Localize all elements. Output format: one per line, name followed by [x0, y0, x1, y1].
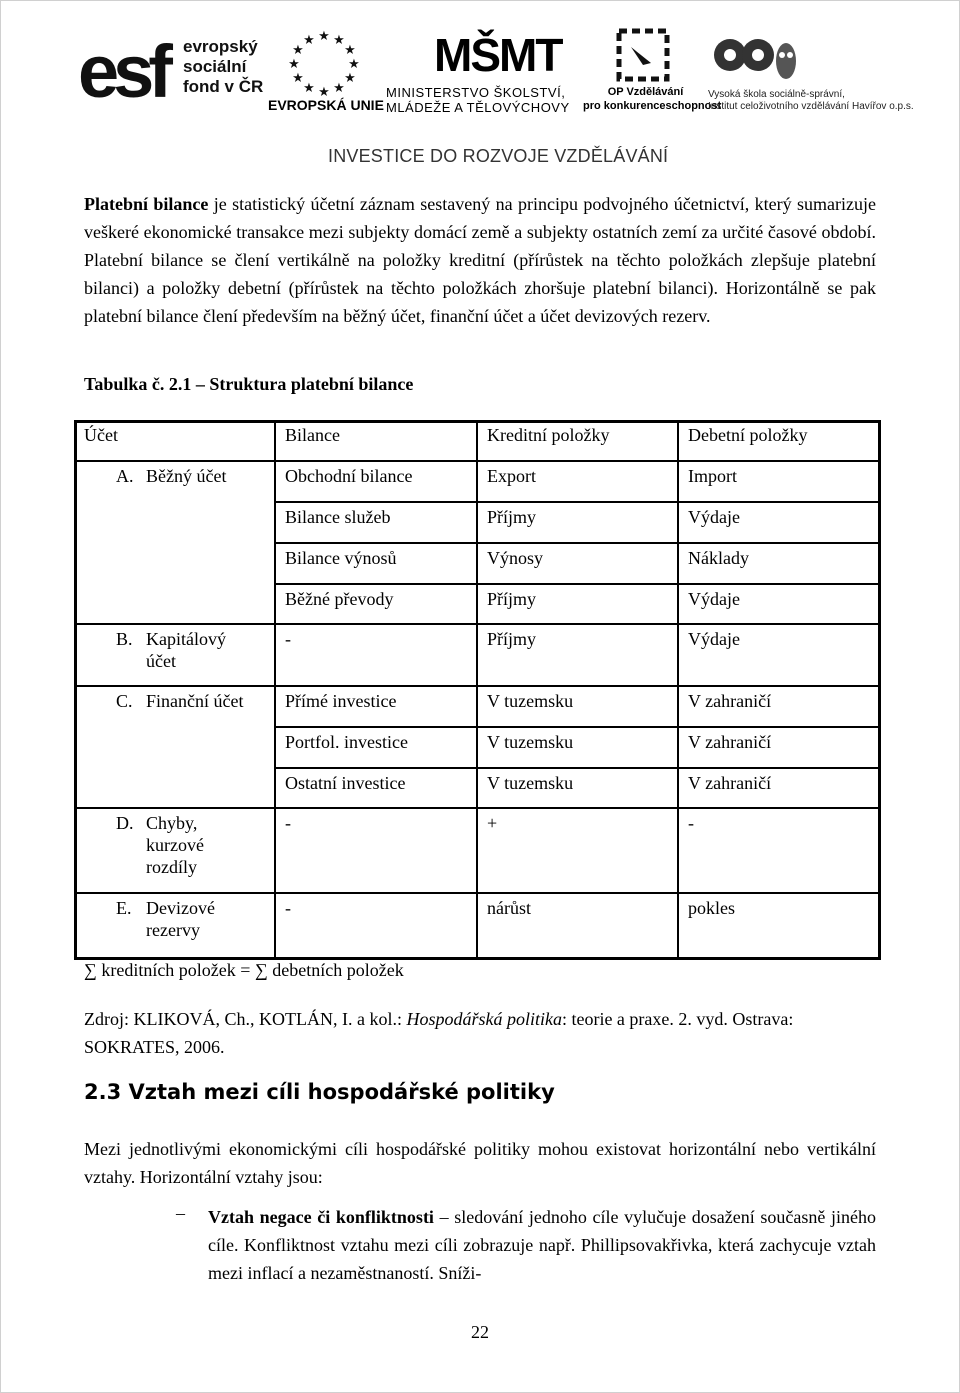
svg-text:★: ★: [348, 57, 360, 72]
table-rule: [275, 726, 881, 728]
section-paragraph: Mezi jednotlivými ekonomickými cíli hospodářské politiky mohou existovat horizontální nebo vertikální vztahy. Horizontální vztahy jsou:: [84, 1139, 876, 1187]
msmt-mark: MŠMT: [434, 29, 562, 81]
msmt-logo: [386, 25, 576, 117]
table-row: Bilance služeb Příjmy Výdaje: [285, 507, 740, 527]
source-title: Hospodářská politika: [406, 1009, 562, 1029]
table-title: Tabulka č. 2.1 – Struktura platební bilance: [84, 374, 414, 394]
table-col-rule: [476, 420, 478, 960]
svg-text:★: ★: [333, 33, 345, 48]
header-debet: Debetní položky: [688, 425, 808, 445]
table-row: Ostatní investice V tuzemsku V zahraničí: [285, 773, 772, 793]
svg-text:★: ★: [303, 81, 315, 96]
svg-text:★: ★: [292, 43, 304, 58]
header-ucet: Účet: [84, 425, 118, 445]
page-number: 22: [471, 1322, 489, 1342]
op-text: OP Vzdělávání pro konkurenceschopnost: [583, 86, 722, 112]
svg-text:★: ★: [303, 33, 315, 48]
op-mark-icon: [613, 27, 673, 83]
table-col-rule: [677, 420, 679, 960]
table-row: Portfol. investice V tuzemsku V zahraničí: [285, 732, 772, 752]
svg-text:★: ★: [292, 71, 304, 86]
sum-equation: ∑ kreditních položek = ∑ debetních položek: [84, 960, 404, 980]
table-row: C. Finanční účet Přímé investice V tuzemsku V zahraničí: [116, 691, 772, 711]
intro-text: je statistický účetní záznam sestavený na principu podvojného účetnictví, který sumarizuje veškeré ekonomické transakce mezi subjekty domácí země a subjekty ostatních zemí za určité časové období. Platební bilance se člení vertikálně na položky kreditní (přírůstek na těchto položkách zlepšuje platební bilanci) a položky debetní (přírůstek na těchto položkách zhoršuje platební bilanci). Horizontálně se pak platební bilance člení především na běžný účet, finanční účet a účet devizových rezerv.: [84, 194, 876, 326]
vs-logo: [708, 31, 914, 121]
svg-text:★: ★: [288, 57, 300, 72]
svg-text:★: ★: [344, 71, 356, 86]
bullet-marker: –: [176, 1203, 185, 1223]
msmt-text: MINISTERSTVO ŠKOLSTVÍ, MLÁDEŽE A TĚLOVÝCHOVY: [386, 85, 570, 115]
header-logos: [78, 25, 914, 125]
vs-text: Vysoká škola sociálně-správní, Institut celoživotního vzdělávání Havířov o.p.s.: [708, 89, 914, 112]
svg-text:★: ★: [333, 81, 345, 96]
table-rule: [275, 501, 881, 503]
section-heading: 2.3 Vztah mezi cíli hospodářské politiky: [84, 1080, 555, 1104]
svg-text:★: ★: [344, 43, 356, 58]
intro-paragraph: [84, 190, 876, 330]
eu-text: EVROPSKÁ UNIE: [268, 97, 384, 113]
eu-stars-icon: [286, 27, 362, 97]
bullet-term: Vztah negace či konfliktnosti: [208, 1207, 434, 1227]
eu-logo: [268, 25, 384, 115]
svg-text:★: ★: [318, 85, 330, 97]
table-rule: [275, 542, 881, 544]
table-col-rule: [274, 420, 276, 960]
table-row: E. Devizové rezervy - nárůst pokles: [116, 898, 735, 940]
esf-mark: esf: [78, 30, 167, 113]
table-row: B. Kapitálový účet - Příjmy Výdaje: [116, 629, 740, 671]
table-rule: [275, 767, 881, 769]
header-kredit: Kreditní položky: [487, 425, 610, 445]
header-bilance: Bilance: [285, 425, 340, 445]
table-row: A. Běžný účet Obchodní bilance Export Import: [116, 466, 737, 486]
bullet-item: Vztah negace či konfliktnosti – sledování jednoho cíle vylučuje dosažení současně jiného cíle. Konfliktnost vztahu mezi cíli zobrazuje např. Phillipsovakřivka, která zachycuje vztah mezi inflací a nezaměstnaností. Sníži-: [208, 1207, 876, 1283]
table-row: Běžné převody Příjmy Výdaje: [285, 589, 740, 609]
esf-logo: [78, 31, 268, 113]
balance-table: [74, 420, 881, 960]
intro-term: Platební bilance: [84, 194, 209, 214]
investice-banner: INVESTICE DO ROZVOJE VZDĚLÁVÁNÍ: [328, 146, 669, 166]
owl-icon: [710, 31, 800, 83]
table-row: D. Chyby, kurzové rozdíly - + -: [116, 813, 694, 877]
esf-text: evropský sociální fond v ČR: [183, 37, 264, 96]
op-logo: [583, 25, 722, 117]
table-row: Bilance výnosů Výnosy Náklady: [285, 548, 749, 568]
svg-text:★: ★: [318, 29, 330, 44]
source-citation: Zdroj: KLIKOVÁ, Ch., KOTLÁN, I. a kol.: Hospodářská politika: teorie a praxe. 2. vyd. Ostrava: SOKRATES, 2006.: [84, 1009, 794, 1057]
table-rule: [275, 583, 881, 585]
